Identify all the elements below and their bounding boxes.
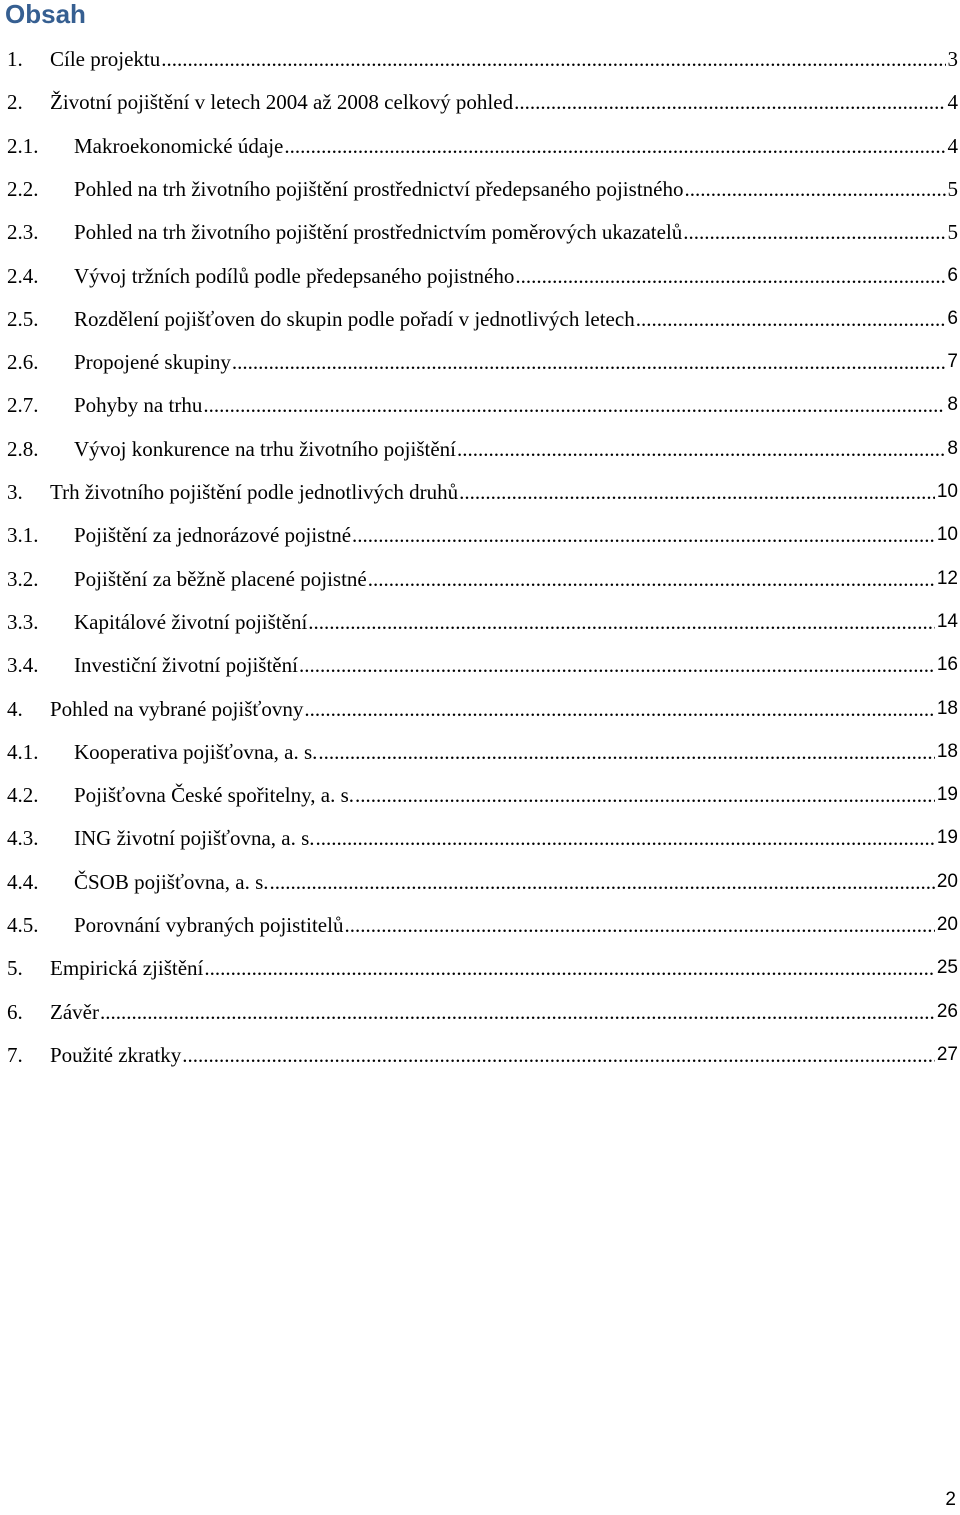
- toc-leader-dots: [299, 653, 935, 677]
- toc-entry-page: 20: [936, 914, 958, 935]
- toc-entry-page: 5: [947, 220, 958, 245]
- toc-entry-number: 2.: [7, 90, 23, 115]
- toc-entry-title: Pohled na vybrané pojišťovny: [50, 696, 304, 721]
- toc-leader-dots: [161, 47, 945, 71]
- toc-entry-title: Pojištění za běžně placené pojistné: [74, 566, 367, 591]
- toc-entry-number: 1.: [7, 47, 23, 71]
- toc-entry-title: Makroekonomické údaje: [74, 133, 284, 158]
- toc-entry-page: 16: [936, 654, 958, 676]
- toc-entry-body: [74, 826, 958, 850]
- toc-entry-page: 27: [936, 1043, 958, 1065]
- toc-leader-dots: [684, 177, 945, 201]
- toc-entry[interactable]: [0, 548, 960, 591]
- toc-entry-number: 4.3.: [7, 826, 39, 851]
- toc-entry[interactable]: [0, 1024, 960, 1067]
- toc-leader-dots: [182, 1043, 935, 1067]
- toc-entry-title: Pojišťovna České spořitelny, a. s.: [74, 783, 355, 808]
- toc-entry-body: [50, 480, 958, 504]
- toc-entry[interactable]: [0, 28, 960, 71]
- toc-entry-page: 8: [947, 437, 958, 459]
- toc-entry-body: [74, 870, 958, 894]
- toc-entry[interactable]: [0, 894, 960, 937]
- toc-entry-body: [74, 783, 958, 807]
- toc-leader-dots: [100, 1000, 935, 1024]
- toc-entry-title: Cíle projektu: [50, 47, 161, 71]
- toc-leader-dots: [368, 567, 935, 591]
- toc-entry-number: 3.3.: [7, 609, 39, 634]
- toc-entry-number: 3.4.: [7, 653, 39, 678]
- toc-entry-body: [74, 177, 958, 201]
- toc-entry[interactable]: [0, 245, 960, 288]
- toc-leader-dots: [352, 523, 935, 547]
- toc-entry-body: [50, 47, 958, 71]
- toc-entry-title: Vývoj konkurence na trhu životního pojištění: [74, 436, 457, 461]
- toc-entry-number: 6.: [7, 999, 23, 1024]
- toc-entry[interactable]: [0, 721, 960, 764]
- toc-entry-body: [74, 307, 958, 331]
- toc-entry-page: 3: [947, 47, 958, 71]
- toc-leader-dots: [284, 134, 945, 158]
- toc-entry-body: [74, 437, 958, 461]
- toc-entry[interactable]: [0, 591, 960, 634]
- toc-entry-body: [74, 567, 958, 591]
- toc-entry[interactable]: [0, 807, 960, 850]
- toc-entry[interactable]: [0, 418, 960, 461]
- toc-entry-number: 2.6.: [7, 350, 39, 375]
- toc-entry-number: 2.7.: [7, 393, 39, 418]
- toc-leader-dots: [204, 956, 934, 980]
- toc-entry-body: [74, 523, 958, 547]
- toc-entry-title: Rozdělení pojišťoven do skupin podle pořadí v jednotlivých letech: [74, 306, 635, 331]
- toc-entry-page: 5: [947, 176, 958, 201]
- toc-entry-number: 2.5.: [7, 306, 39, 331]
- toc-entry-page: 12: [936, 567, 958, 589]
- toc-entry-body: [50, 1000, 958, 1024]
- toc-leader-dots: [270, 870, 935, 894]
- toc-leader-dots: [515, 264, 945, 288]
- toc-entry-number: 2.2.: [7, 176, 39, 201]
- toc-entry-number: 4.4.: [7, 869, 39, 894]
- toc-entry[interactable]: [0, 981, 960, 1024]
- toc-entry-page: 18: [936, 697, 958, 719]
- toc-entry-page: 19: [936, 827, 958, 849]
- toc-entry[interactable]: [0, 851, 960, 894]
- toc-entry-title: Kapitálové životní pojištění: [74, 609, 308, 634]
- toc-entry-number: 3.: [7, 480, 23, 504]
- toc-entry-title: Kooperativa pojišťovna, a. s.: [74, 739, 318, 764]
- toc-entry-body: [50, 956, 958, 980]
- toc-entry-number: 2.8.: [7, 436, 39, 461]
- toc-entry-number: 2.3.: [7, 220, 39, 245]
- toc-entry-page: 26: [936, 1000, 958, 1022]
- toc-entry-page: 7: [947, 351, 958, 373]
- toc-leader-dots: [355, 783, 935, 807]
- toc-entry[interactable]: [0, 937, 960, 980]
- page-number: 2: [945, 1489, 956, 1510]
- toc-entry-body: [74, 610, 958, 634]
- toc-entry[interactable]: [0, 331, 960, 374]
- toc-leader-dots: [636, 307, 946, 331]
- toc-entry-title: Trh životního pojištění podle jednotlivých druhů: [50, 480, 459, 504]
- toc-leader-dots: [344, 913, 934, 937]
- toc-entry-number: 3.1.: [7, 523, 39, 548]
- toc-leader-dots: [318, 740, 934, 764]
- toc-entry-title: Vývoj tržních podílů podle předepsaného pojistného: [74, 263, 515, 288]
- toc-entry-body: [74, 134, 958, 158]
- toc-entry-title: Životní pojištění v letech 2004 až 2008 celkový pohled: [50, 90, 514, 115]
- toc-entry-page: 6: [947, 264, 958, 286]
- toc-entry-page: 25: [936, 957, 958, 979]
- toc-entry-title: Propojené skupiny: [74, 350, 231, 375]
- toc-entry-body: [50, 90, 958, 114]
- toc-entry-page: 4: [947, 133, 958, 158]
- toc-entry-page: 8: [947, 394, 958, 416]
- toc-entry-page: 6: [947, 307, 958, 329]
- toc-leader-dots: [232, 350, 946, 374]
- toc-entry-number: 2.1.: [7, 133, 39, 158]
- toc-leader-dots: [308, 610, 935, 634]
- toc-entry[interactable]: [0, 201, 960, 244]
- toc-entry-title: Pojištění za jednorázové pojistné: [74, 523, 352, 548]
- toc-entry-number: 7.: [7, 1042, 23, 1067]
- toc-entry-body: [74, 220, 958, 244]
- toc-entry-page: 14: [936, 610, 958, 632]
- toc-entry-body: [74, 264, 958, 288]
- toc-entry-body: [74, 653, 958, 677]
- toc-entry-number: 4.2.: [7, 783, 39, 808]
- toc-entry[interactable]: [0, 678, 960, 721]
- toc-entry-body: [74, 740, 958, 764]
- toc-entry-number: 2.4.: [7, 263, 39, 288]
- toc-entry-body: [50, 1043, 958, 1067]
- toc-entry[interactable]: [0, 764, 960, 807]
- toc-entry[interactable]: [0, 288, 960, 331]
- toc-entry-title: ING životní pojišťovna, a. s.: [74, 826, 315, 851]
- toc-entry-title: ČSOB pojišťovna, a. s.: [74, 869, 269, 894]
- toc-leader-dots: [514, 90, 945, 114]
- toc-entry-page: 4: [947, 90, 958, 115]
- toc-entry-body: [74, 393, 958, 417]
- toc-entry-title: Porovnání vybraných pojistitelů: [74, 913, 344, 937]
- toc-entry-body: [74, 913, 958, 937]
- toc-entry[interactable]: [0, 71, 960, 114]
- toc-entry-page: 19: [936, 784, 958, 806]
- toc-heading: Obsah: [5, 0, 86, 29]
- toc-entry-number: 4.5.: [7, 913, 39, 937]
- toc-leader-dots: [459, 480, 935, 504]
- toc-entry[interactable]: [0, 634, 960, 677]
- toc-entry-number: 4.: [7, 696, 23, 721]
- toc-entry-page: 18: [936, 740, 958, 762]
- toc-entry-page: 10: [936, 524, 958, 546]
- toc-entry[interactable]: [0, 374, 960, 417]
- toc-leader-dots: [316, 826, 935, 850]
- toc-entry-title: Investiční životní pojištění: [74, 653, 298, 678]
- toc-entry[interactable]: [0, 115, 960, 158]
- toc-entry-page: 10: [936, 481, 958, 502]
- toc-leader-dots: [457, 437, 945, 461]
- toc-entry[interactable]: [0, 461, 960, 504]
- toc-entry-number: 3.2.: [7, 566, 39, 591]
- toc-entry-number: 5.: [7, 956, 23, 981]
- toc-entry-title: Závěr: [50, 999, 99, 1024]
- toc-leader-dots: [683, 220, 945, 244]
- toc-entry[interactable]: [0, 504, 960, 547]
- toc-entry-title: Pohyby na trhu: [74, 393, 203, 418]
- toc-entry-number: 4.1.: [7, 739, 39, 764]
- toc-entry-title: Pohled na trh životního pojištění prostřednictvím poměrových ukazatelů: [74, 220, 683, 245]
- toc-entry-body: [50, 697, 958, 721]
- toc-entry-title: Použité zkratky: [50, 1042, 182, 1067]
- toc-leader-dots: [203, 393, 945, 417]
- toc-leader-dots: [304, 697, 935, 721]
- toc-entry[interactable]: [0, 158, 960, 201]
- toc-entry-title: Empirická zjištění: [50, 956, 204, 981]
- toc-entry-body: [74, 350, 958, 374]
- toc-entry-title: Pohled na trh životního pojištění prostřednictví předepsaného pojistného: [74, 176, 684, 201]
- toc-entry-page: 20: [936, 870, 958, 892]
